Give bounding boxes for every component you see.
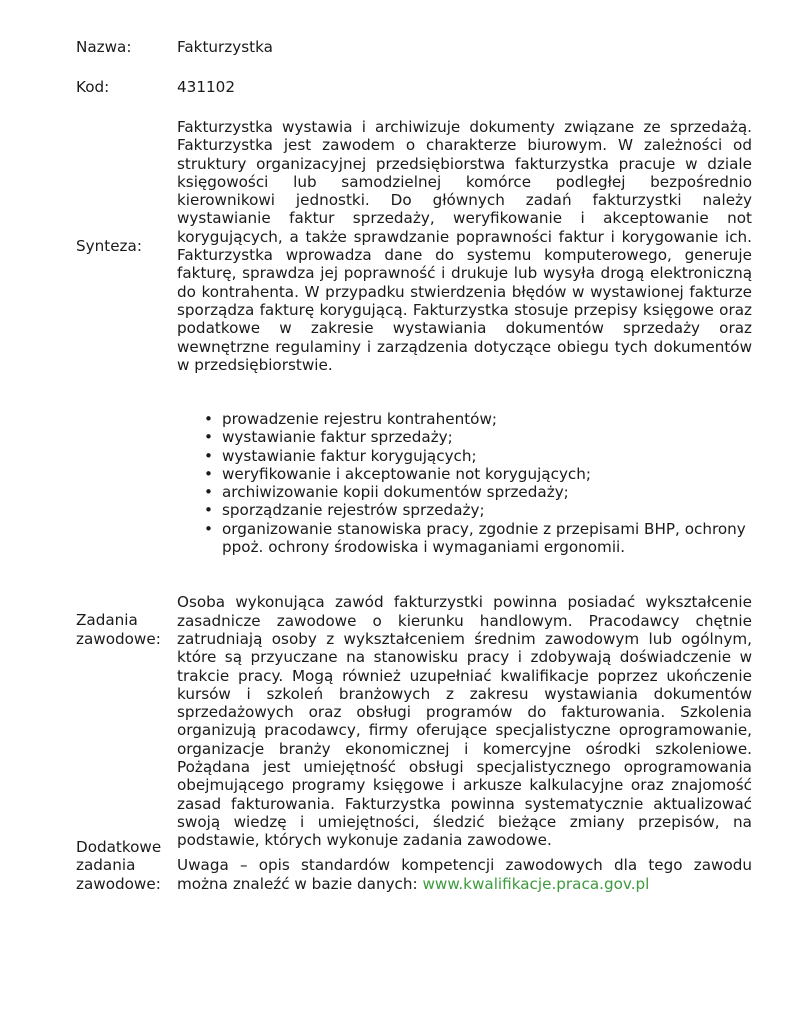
list-item: • organizowanie stanowiska pracy, zgodnie z przepisami BHP, ochrony ppoż. ochrony środowiska i wymaganiami ergonomii. — [202, 520, 752, 557]
nazwa-row — [76, 38, 756, 56]
synteza-text: Fakturzystka wystawia i archiwizuje dokumenty związane ze sprzedażą. Fakturzystka jest zawodem o charakterze biurowym. W zależności od struktury organizacyjnej przedsiębiorstwa fakturzystka pracuje w dziale księgowości lub samodzielnej komórce podległej bezpośrednio kierownikowi jednostki. Do głównych zadań fakturzystki należy wystawianie faktur sprzedaży, weryfikowanie i akceptowanie not korygujących, a także sprawdzanie poprawności faktur i korygowanie ich. Fakturzystka wprowadza dane do systemu komputerowego, generuje fakturę, sprawdza jej poprawność i drukuje lub wysyła drogą elektroniczną do kontrahenta. W przypadku stwierdzenia błędów w wystawionej fakturze sporządza fakturę korygującą. Fakturzystka stosuje przepisy księgowe oraz podatkowe w zakresie wystawiania dokumentów sprzedaży oraz wewnętrzne regulaminy i zarządzenia dotyczące obiegu tych dokumentów w przedsiębiorstwie. — [177, 118, 752, 374]
zadania-label-cell — [76, 410, 177, 850]
synteza-row — [76, 118, 756, 374]
dodatkowe-label — [76, 838, 177, 893]
zadania-row — [76, 410, 756, 850]
nazwa-value: Fakturzystka — [177, 38, 273, 56]
list-item: • wystawianie faktur sprzedaży; — [202, 428, 752, 446]
dodatkowe-content — [177, 838, 752, 893]
dodatkowe-row — [76, 838, 756, 893]
dodatkowe-label-line1: Dodatkowe — [76, 838, 162, 856]
spacer — [177, 556, 752, 593]
zadania-label-line2: zawodowe: — [76, 629, 161, 648]
kod-label: Kod: — [76, 78, 110, 96]
zadania-label-line1: Zadania — [76, 611, 138, 630]
list-item: • prowadzenie rejestru kontrahentów; — [202, 410, 752, 428]
zadania-label — [76, 611, 161, 648]
dodatkowe-label-line3: zawodowe: — [76, 874, 161, 893]
kwalifikacje-link[interactable]: www.kwalifikacje.praca.gov.pl — [422, 874, 650, 893]
nazwa-label: Nazwa: — [76, 38, 132, 56]
kod-row — [76, 78, 756, 96]
wyksztalcenie-text: Osoba wykonująca zawód fakturzystki powinna posiadać wykształcenie zasadnicze zawodowe o kierunku handlowym. Pracodawcy chętnie zatrudniają osoby z wykształceniem średnim zawodowym lub ogólnym, które są przyuczane na stanowisku pracy i zdobywają doświadczenie w trakcie pracy. Mogą również uzupełniać kwalifikacje poprzez ukończenie kursów i szkoleń branżowych z zakresu wystawiania dokumentów sprzedażowych oraz obsługi programów do fakturowania. Szkolenia organizują pracodawcy, firmy oferujące specjalistyczne oprogramowanie, organizacje branży ekonomicznej i komercyjne ośrodki szkoleniowe. Pożądana jest umiejętność obsługi specjalistycznego oprogramowania obejmującego programy księgowe i arkusze kalkulacyjne oraz znajomość zasad fakturowania. Fakturzystka powinna systematycznie aktualizować swoją wiedzę i umiejętności, śledzić bieżące zmiany przepisów, na podstawie, których wykonuje zadania zawodowe. — [177, 593, 752, 850]
list-item: • wystawianie faktur korygujących; — [202, 447, 752, 465]
synteza-label: Synteza: — [76, 236, 142, 255]
kod-value: 431102 — [177, 78, 235, 96]
synteza-label-cell — [76, 118, 177, 374]
list-item: • archiwizowanie kopii dokumentów sprzedaży; — [202, 483, 752, 501]
zadania-content — [177, 410, 752, 850]
uwaga-text: Uwaga – opis standardów kompetencji zawodowych dla tego zawodu można znaleźć w bazie danych: — [177, 856, 752, 893]
task-list — [177, 410, 752, 556]
dodatkowe-label-line2: zadania — [76, 856, 136, 875]
list-item: • sporządzanie rejestrów sprzedaży; — [202, 501, 752, 519]
list-item: • weryfikowanie i akceptowanie not korygujących; — [202, 465, 752, 483]
